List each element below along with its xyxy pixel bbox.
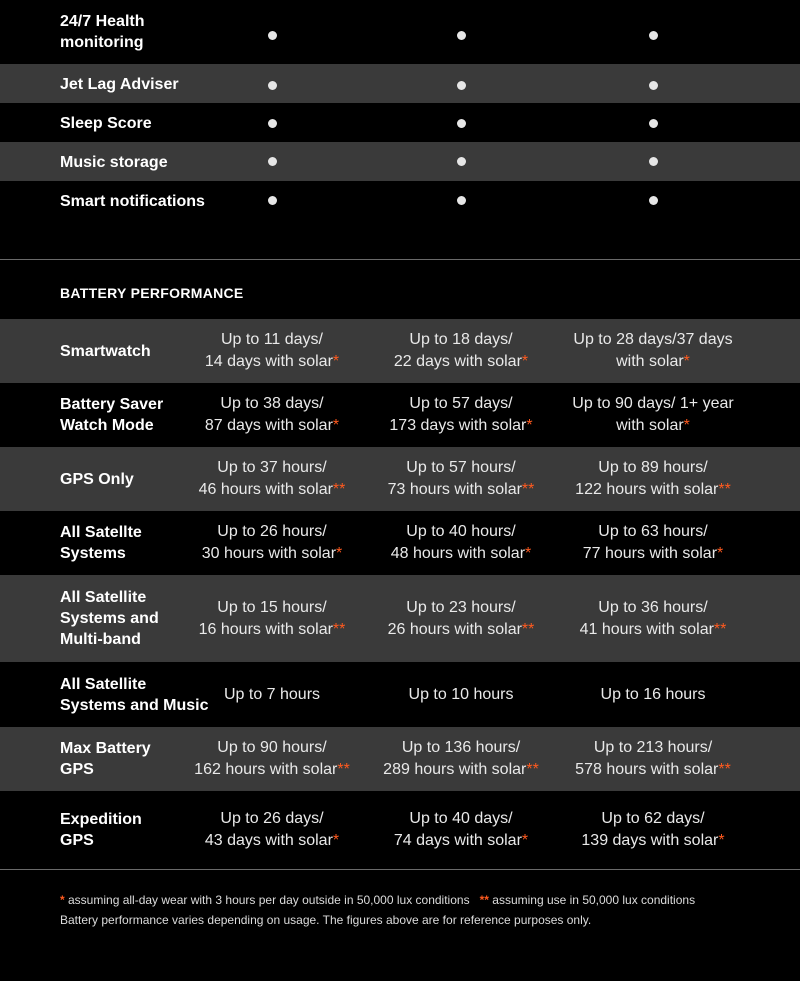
cell-line1: Up to 62 days/ (601, 810, 705, 827)
battery-row (0, 319, 800, 383)
check-dot-icon (457, 31, 466, 40)
battery-cell (361, 383, 561, 447)
feature-row (0, 64, 800, 103)
cell-line2: with solar (616, 417, 684, 434)
cell-line2: 46 hours with solar (198, 481, 333, 498)
battery-cell (172, 383, 372, 447)
check-dot-icon (649, 157, 658, 166)
cell-line1: Up to 63 hours/ (598, 523, 708, 540)
footnote-mark: * (332, 832, 340, 849)
footnote-mark: * (683, 353, 690, 370)
cell-line2: 87 days with solar (204, 417, 333, 434)
footnote-mark: * (525, 545, 532, 562)
cell-line2: with solar (616, 353, 684, 370)
cell-line2: 289 hours with solar (383, 761, 527, 778)
cell-line1: Up to 37 hours/ (217, 459, 327, 476)
battery-cell (172, 662, 372, 727)
cell-line1: Up to 23 hours/ (406, 598, 516, 616)
cell-line2: 77 hours with solar (582, 545, 718, 562)
cell-line1: Up to 90 hours/ (217, 739, 327, 756)
cell-line2: 26 hours with solar (387, 620, 522, 638)
footnote-mark: ** (718, 761, 731, 778)
mode-label: Smartwatch (60, 342, 151, 360)
check-dot-icon (268, 196, 277, 205)
footnote-mark: * (332, 353, 340, 370)
battery-cell (172, 727, 372, 791)
cell-line1: Up to 40 days/ (409, 810, 513, 827)
footnote-mark: * (526, 417, 533, 434)
battery-cell (361, 791, 561, 869)
footnote-mark: ** (526, 761, 539, 778)
cell-line2: 173 days with solar (389, 417, 527, 434)
cell-line2: 139 days with solar (581, 832, 719, 849)
battery-cell (172, 791, 372, 869)
battery-row (0, 575, 800, 662)
footnote-mark: * (521, 832, 529, 849)
battery-cell (361, 447, 561, 511)
feature-label: Jet Lag Adviser (60, 76, 179, 93)
check-dot-icon (457, 119, 466, 128)
cell-line1: Up to 7 hours (223, 685, 321, 703)
battery-cell (553, 791, 753, 869)
feature-row (0, 103, 800, 142)
cell-line1: Up to 89 hours/ (598, 459, 708, 476)
cell-line2: 74 days with solar (393, 832, 522, 849)
battery-row (0, 791, 800, 869)
cell-line1: Up to 40 hours/ (406, 523, 516, 540)
footnote-mark: * (521, 353, 529, 370)
cell-line2: 43 days with solar (204, 832, 333, 849)
cell-line1: Up to 136 hours/ (401, 739, 521, 756)
footnote-line (60, 893, 695, 907)
battery-row (0, 662, 800, 727)
footnote-mark: ** (521, 620, 535, 638)
feature-row (0, 142, 800, 181)
battery-section-title: BATTERY PERFORMANCE (60, 285, 244, 301)
check-dot-icon (457, 81, 466, 90)
mode-label: Expedition GPS (60, 811, 142, 849)
check-dot-icon (649, 196, 658, 205)
feature-row (0, 181, 800, 220)
footnote-mark: * (60, 893, 65, 907)
footnote-text: assuming use in 50,000 lux conditions (488, 893, 696, 907)
check-dot-icon (457, 196, 466, 205)
feature-label: Smart notifications (60, 193, 205, 210)
mode-label: All Satellte Systems (60, 524, 142, 562)
battery-row (0, 383, 800, 447)
mode-label: All Satellite Systems and Music (60, 675, 209, 714)
battery-cell (553, 575, 753, 662)
cell-line2: 22 days with solar (393, 353, 522, 370)
battery-row (0, 511, 800, 575)
check-dot-icon (649, 31, 658, 40)
cell-line1: Up to 36 hours/ (598, 598, 708, 616)
footnote-mark: * (717, 545, 724, 562)
cell-line1: Up to 38 days/ (220, 395, 324, 412)
check-dot-icon (649, 81, 658, 90)
battery-cell (553, 319, 753, 383)
battery-cell (172, 447, 372, 511)
cell-line2: 30 hours with solar (201, 545, 337, 562)
footnote-mark: * (718, 832, 725, 849)
battery-row (0, 447, 800, 511)
battery-row (0, 727, 800, 791)
cell-line2: 578 hours with solar (575, 761, 719, 778)
cell-line1: Up to 57 hours/ (406, 459, 516, 476)
battery-cell (553, 383, 753, 447)
footnote-mark: ** (332, 481, 346, 498)
footnote-mark: * (332, 417, 340, 434)
footnote-mark: * (336, 545, 343, 562)
footnote-mark: ** (713, 620, 727, 638)
cell-line1: Up to 15 hours/ (217, 598, 327, 616)
cell-line1: Up to 213 hours/ (593, 739, 713, 756)
footnote-mark: ** (332, 620, 346, 638)
check-dot-icon (268, 31, 277, 40)
mode-label: All Satellite Systems and Multi-band (60, 589, 159, 648)
mode-label: Max Battery GPS (60, 740, 151, 778)
footnote-mark: ** (521, 481, 535, 498)
battery-cell (361, 662, 561, 727)
check-dot-icon (268, 119, 277, 128)
check-dot-icon (649, 119, 658, 128)
cell-line2: 41 hours with solar (579, 620, 714, 638)
section-divider (0, 259, 800, 260)
cell-line1: Up to 28 days/37 days (573, 331, 733, 348)
cell-line1: Up to 16 hours (600, 685, 706, 703)
cell-line1: Up to 26 days/ (220, 810, 324, 827)
battery-cell (553, 447, 753, 511)
cell-line1: Up to 11 days/ (221, 331, 323, 348)
battery-cell (172, 575, 372, 662)
cell-line2: 48 hours with solar (390, 545, 526, 562)
mode-label: GPS Only (60, 470, 134, 488)
battery-cell (553, 662, 753, 727)
cell-line1: Up to 90 days/ 1+ year (572, 395, 734, 412)
cell-line1: Up to 26 hours/ (217, 523, 327, 540)
feature-label: Sleep Score (60, 115, 152, 132)
footnote-mark: ** (479, 893, 489, 907)
cell-line1: Up to 10 hours (408, 685, 514, 703)
footnote-mark: ** (337, 761, 350, 778)
footnote-text: assuming all-day wear with 3 hours per day outside in 50,000 lux conditions (64, 893, 470, 907)
cell-line2: 122 hours with solar (575, 481, 719, 498)
battery-cell (361, 727, 561, 791)
footnote-mark: ** (718, 481, 731, 498)
check-dot-icon (457, 157, 466, 166)
battery-cell (553, 511, 753, 575)
footer-divider (0, 869, 800, 870)
feature-label: Music storage (60, 154, 168, 171)
battery-cell (553, 727, 753, 791)
mode-label: Battery Saver Watch Mode (60, 396, 164, 434)
cell-line2: 73 hours with solar (387, 481, 522, 498)
feature-row (0, 0, 800, 64)
cell-line1: Up to 57 days/ (409, 395, 513, 412)
battery-cell (361, 511, 561, 575)
footnote-mark: * (683, 417, 690, 434)
battery-cell (172, 511, 372, 575)
check-dot-icon (268, 81, 277, 90)
battery-cell (361, 319, 561, 383)
battery-cell (172, 319, 372, 383)
feature-label: 24/7 Health monitoring (60, 13, 145, 51)
cell-line1: Up to 18 days/ (409, 331, 513, 348)
check-dot-icon (268, 157, 277, 166)
disclaimer: Battery performance varies depending on usage. The figures above are for reference purposes only. (60, 913, 592, 927)
battery-cell (361, 575, 561, 662)
cell-line2: 162 hours with solar (194, 761, 338, 778)
cell-line2: 14 days with solar (204, 353, 333, 370)
cell-line2: 16 hours with solar (198, 620, 333, 638)
